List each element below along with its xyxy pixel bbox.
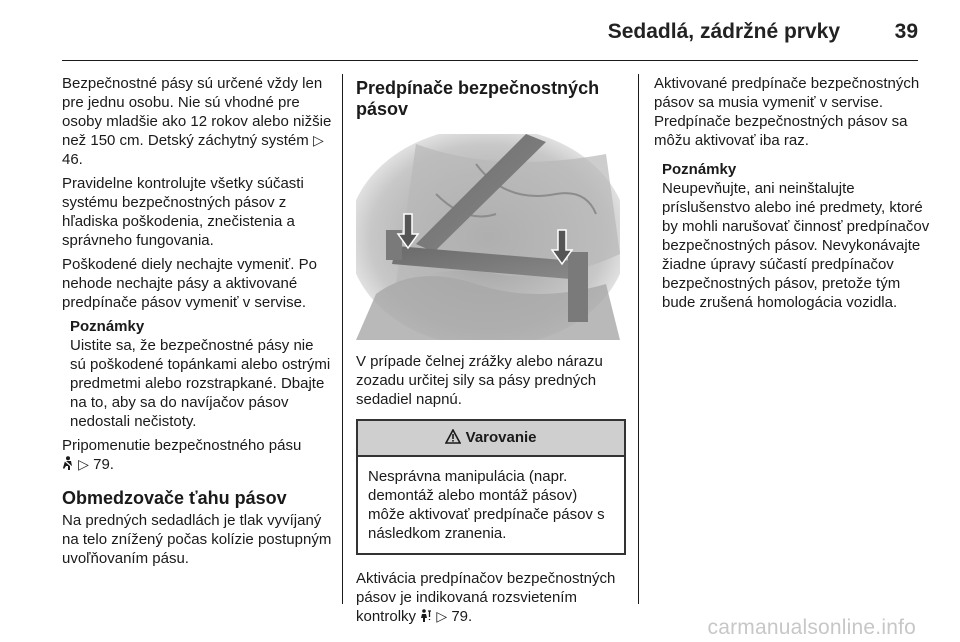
paragraph-inspection: Pravidelne kontrolujte všetky súčasti systému bezpečnostných pásov z hľadiska poškodenia, znečistenia a správneho fungovania.	[62, 175, 304, 249]
note-title: Poznámky	[70, 318, 145, 335]
page-reference-link[interactable]: 46.	[62, 151, 83, 168]
note-body: Neupevňujte, ani neinštalujte príslušenstvo alebo iné predmety, ktoré by mohli narušovať činnosť predpínačov bezpečnostných pásov. Nevykonávajte žiadne úpravy súčastí predpínačov bezpečnostných pásov, pretože tým bude zrušená homologácia vozidla.	[662, 180, 930, 311]
warning-header	[358, 421, 624, 457]
subheading-load-limiters: Obmedzovače ťahu pásov	[62, 488, 287, 508]
paragraph-load-limiters: Na predných sedadlách je tlak vyvíjaný na telo znížený počas kolízie postupným uvoľňovaním pásu.	[62, 512, 332, 567]
page-reference-link[interactable]: 79.	[93, 456, 114, 473]
column-1	[62, 74, 332, 573]
column-3	[654, 74, 934, 317]
paragraph-replacement-pretensioner: Aktivované predpínače bezpečnostných pásov sa musia vymeniť v servise. Predpínače bezpečnostných pásov sa môžu aktivovať iba raz.	[654, 75, 920, 149]
column-divider-2	[638, 74, 639, 604]
pretensioner-warning-icon	[420, 608, 436, 625]
page-title: Sedadlá, zádržné prvky	[607, 20, 840, 43]
seatbelt-pretensioner-illustration	[356, 134, 620, 340]
reference-arrow-icon: ▷	[312, 132, 324, 148]
paragraph-replacement: Poškodené diely nechajte vymeniť. Po nehode nechajte pásy a aktivované predpínače pásov vymeniť v servise.	[62, 256, 317, 311]
warning-title: Varovanie	[465, 429, 537, 446]
paragraph-belt-reminder: Pripomenutie bezpečnostného pásu ▷ 79.	[62, 437, 302, 473]
header-divider	[62, 60, 918, 61]
warning-triangle-icon	[445, 429, 465, 446]
note-box	[70, 317, 332, 431]
warning-box	[356, 419, 626, 555]
note-body: Uistite sa, že bezpečnostné pásy nie sú poškodené topánkami alebo ostrými predmetmi alebo rozstrapkané. Dbajte na to, aby sa do navíjačov pásov nedostali nečistoty.	[70, 337, 331, 430]
note-box	[662, 160, 934, 312]
paragraph-belt-usage: Bezpečnostné pásy sú určené vždy len pre jednu osobu. Nie sú vhodné pre osoby mladšie ako 12 rokov alebo nižšie než 150 cm. Detský záchytný systém ▷ 46.	[62, 75, 332, 168]
reference-arrow-icon: ▷	[436, 608, 448, 624]
watermark: carmanualsonline.info	[707, 616, 916, 639]
page-number: 39	[894, 20, 918, 43]
warning-body: Nesprávna manipulácia (napr. demontáž alebo montáž pásov) môže aktivovať predpínače pásov s následkom zranenia.	[368, 468, 605, 542]
reference-arrow-icon: ▷	[78, 456, 89, 472]
column-2	[356, 74, 626, 631]
column-divider-1	[342, 74, 343, 604]
page-reference-link[interactable]: 79.	[451, 608, 473, 625]
page-header	[0, 0, 960, 60]
paragraph-activation-indicator: Aktivácia predpínačov bezpečnostných pásov je indikovaná rozsvietením kontrolky ▷ 79.	[356, 570, 616, 625]
note-title: Poznámky	[662, 161, 737, 178]
section-heading-pretensioners: Predpínače bezpečnostných pásov	[356, 78, 600, 119]
paragraph-pretension-trigger: V prípade čelnej zrážky alebo nárazu zozadu určitej sily sa pásy predných sedadiel napnú.	[356, 353, 603, 408]
seatbelt-reminder-icon	[62, 456, 78, 473]
